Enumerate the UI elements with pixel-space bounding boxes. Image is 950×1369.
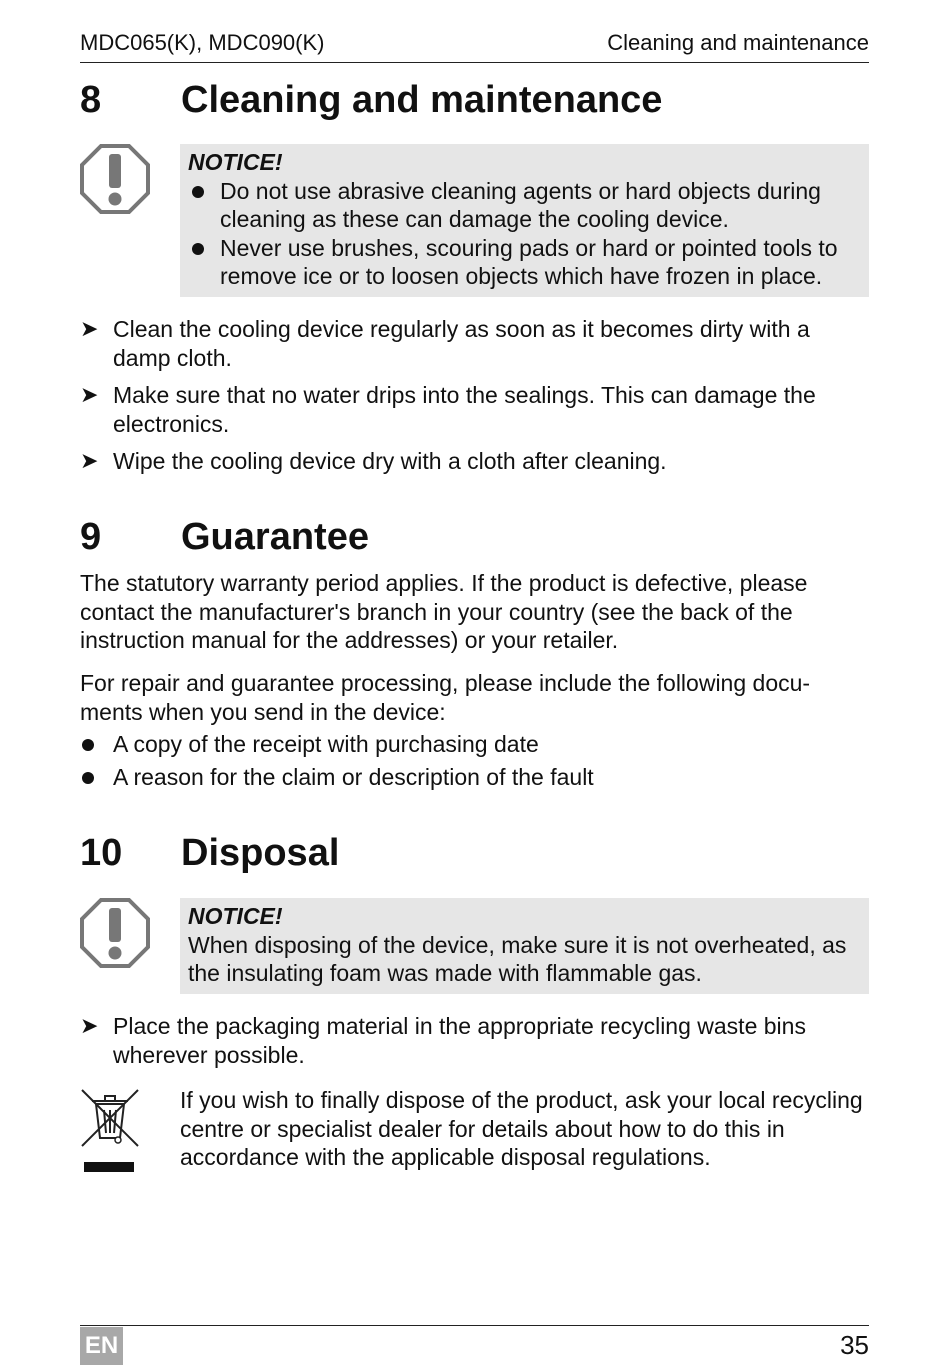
page-number: 35 bbox=[840, 1330, 869, 1360]
crossed-out-wheelie-bin-icon bbox=[80, 1088, 140, 1178]
instruction-step bbox=[80, 1012, 869, 1069]
header-model: MDC065(K), MDC090(K) bbox=[80, 30, 325, 55]
arrow-right-icon: ➤ bbox=[80, 448, 99, 473]
list-item bbox=[80, 730, 869, 759]
notice-title: NOTICE! bbox=[188, 903, 283, 929]
bullet-icon bbox=[82, 739, 94, 751]
arrow-right-icon: ➤ bbox=[80, 316, 99, 341]
running-header bbox=[80, 30, 869, 63]
notice-text: When disposing of the device, make sure it is not overheated, as the insulating foam was made with flammable gas. bbox=[188, 931, 847, 986]
bullet-icon bbox=[82, 772, 94, 784]
section-title: Guarantee bbox=[181, 516, 369, 558]
instruction-step bbox=[80, 381, 869, 438]
list-item-text: A reason for the claim or description of the fault bbox=[113, 764, 594, 790]
section-number: 8 bbox=[80, 79, 102, 121]
arrow-right-icon: ➤ bbox=[80, 382, 99, 407]
instruction-step bbox=[80, 447, 869, 476]
notice-box-disposal bbox=[180, 898, 869, 994]
section-title: Disposal bbox=[181, 832, 340, 874]
list-item bbox=[80, 763, 869, 792]
guarantee-paragraph: For repair and guarantee processing, please include the following docu-ments when you send in the device: bbox=[80, 670, 811, 725]
header-section: Cleaning and maintenance bbox=[607, 30, 869, 55]
step-text: Make sure that no water drips into the sealings. This can damage the electronics. bbox=[113, 382, 816, 437]
warning-octagon-icon bbox=[80, 144, 150, 214]
section-title: Cleaning and maintenance bbox=[181, 79, 663, 121]
arrow-right-icon: ➤ bbox=[80, 1013, 99, 1038]
section-number: 9 bbox=[80, 516, 102, 558]
instruction-step bbox=[80, 315, 869, 372]
list-item-text: A copy of the receipt with purchasing date bbox=[113, 731, 539, 757]
guarantee-paragraph: The statutory warranty period applies. If the product is defective, please contact the manufacturer's branch in your country (see the back of the instruction manual for the addresses) or your retailer. bbox=[80, 570, 808, 653]
disposal-info-text: If you wish to finally dispose of the product, ask your local recycling centre or specialist dealer for details about how to do this in accordance with the applicable disposal regulations. bbox=[180, 1087, 863, 1170]
warning-octagon-icon bbox=[80, 898, 150, 968]
notice-bullet: Do not use abrasive cleaning agents or hard objects during cleaning as these can damage the cooling device. bbox=[188, 177, 861, 234]
footer-rule bbox=[80, 1325, 869, 1326]
section-number: 10 bbox=[80, 832, 123, 874]
step-text: Place the packaging material in the appropriate recycling waste bins wherever possible. bbox=[113, 1013, 806, 1068]
notice-box-cleaning bbox=[180, 144, 869, 297]
step-text: Clean the cooling device regularly as soon as it becomes dirty with a damp cloth. bbox=[113, 316, 810, 371]
notice-bullet: Never use brushes, scouring pads or hard or pointed tools to remove ice or to loosen objects which have frozen in place. bbox=[188, 234, 861, 291]
notice-title: NOTICE! bbox=[188, 149, 283, 175]
step-text: Wipe the cooling device dry with a cloth after cleaning. bbox=[113, 448, 667, 474]
language-tab: EN bbox=[80, 1327, 123, 1365]
